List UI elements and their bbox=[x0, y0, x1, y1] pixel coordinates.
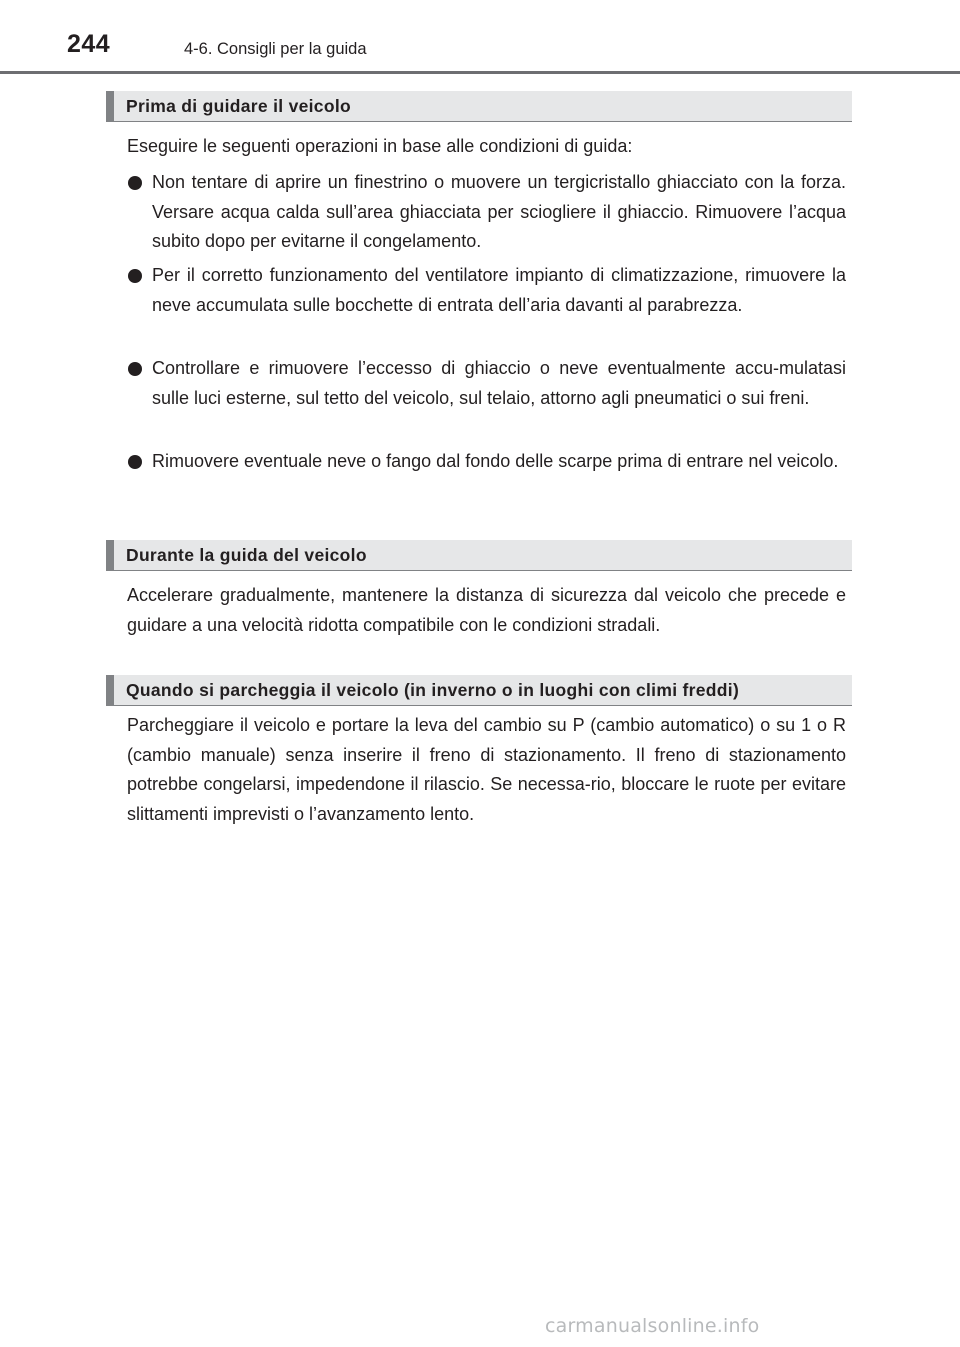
list-item bbox=[127, 261, 846, 320]
page-number: 244 bbox=[67, 30, 111, 58]
section-heading-parking bbox=[106, 675, 852, 706]
list-item-text: Per il corretto funzionamento del ventilatore impianto di climatizzazione, rimuovere la neve accumulata sulle bocchette di entrata dell’aria davanti al parabrezza. bbox=[152, 265, 846, 315]
list-item bbox=[127, 354, 846, 413]
section-title: Quando si parcheggia il veicolo (in inverno o in luoghi con climi freddi) bbox=[126, 680, 740, 700]
list-item-text: Controllare e rimuovere l’eccesso di ghiaccio o neve eventualmente accu-mulatasi sulle luci esterne, sul tetto del veicolo, sul telaio, attorno agli pneumatici o sui freni. bbox=[152, 358, 846, 408]
section-accent-bar bbox=[106, 540, 114, 570]
list-item-text: Rimuovere eventuale neve o fango dal fondo delle scarpe prima di entrare nel veicolo. bbox=[152, 451, 839, 471]
section-title: Durante la guida del veicolo bbox=[126, 545, 367, 565]
list-item bbox=[127, 168, 846, 257]
section-heading-while-driving bbox=[106, 540, 852, 571]
chapter-title: 4-6. Consigli per la guida bbox=[184, 40, 367, 58]
watermark-text: carmanualsonline.info bbox=[545, 1315, 760, 1337]
bullet-dot-icon bbox=[128, 362, 142, 376]
bullet-dot-icon bbox=[128, 176, 142, 190]
section-title: Prima di guidare il veicolo bbox=[126, 96, 351, 116]
bullet-dot-icon bbox=[128, 269, 142, 283]
section-body: Accelerare gradualmente, mantenere la distanza di sicurezza dal veicolo che precede e guidare a una velocità ridotta compatibile con le condizioni stradali. bbox=[127, 585, 846, 635]
bullet-dot-icon bbox=[128, 455, 142, 469]
section-body: Parcheggiare il veicolo e portare la leva del cambio su P (cambio automatico) o su 1 o R (cambio manuale) senza inserire il freno di stazionamento. Il freno di stazionamento potrebbe congelarsi, impedendone il rilascio. Se necessa-rio, bloccare le ruote per evitare slittamenti imprevisti o l’avanzamento lento. bbox=[127, 715, 846, 824]
section-accent-bar bbox=[106, 675, 114, 705]
list-item bbox=[127, 447, 846, 477]
section-accent-bar bbox=[106, 91, 114, 121]
header-divider bbox=[0, 71, 960, 74]
page-header bbox=[0, 0, 960, 74]
section-heading-before-driving bbox=[106, 91, 852, 122]
list-item-text: Non tentare di aprire un finestrino o muovere un tergicristallo ghiacciato con la forza. Versare acqua calda sull’area ghiacciata per sciogliere il ghiaccio. Rimuovere l’acqua subito dopo per evitarne il congelamento. bbox=[152, 172, 846, 251]
section-intro: Eseguire le seguenti operazioni in base alle condizioni di guida: bbox=[127, 136, 633, 156]
